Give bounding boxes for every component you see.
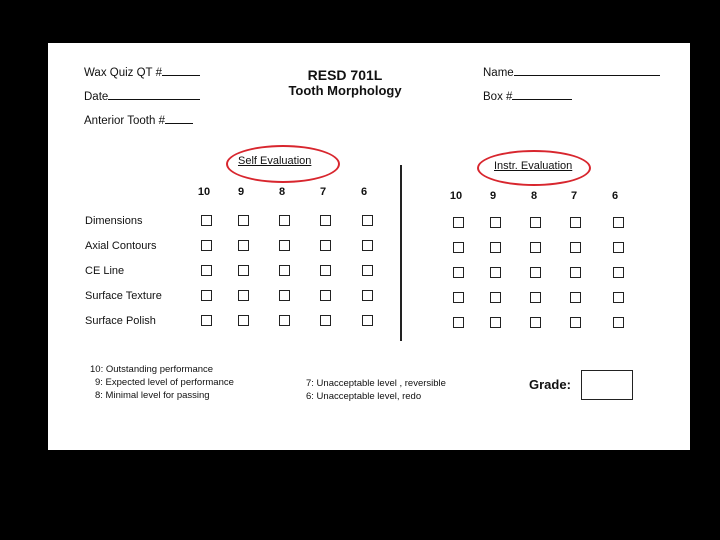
instr-checkbox-surface-texture-7[interactable] <box>570 292 581 303</box>
instr-checkbox-dimensions-10[interactable] <box>453 217 464 228</box>
instr-checkbox-ce-line-7[interactable] <box>570 267 581 278</box>
self-checkbox-dimensions-7[interactable] <box>320 215 331 226</box>
date-label: Date <box>84 91 109 103</box>
instr-checkbox-dimensions-9[interactable] <box>490 217 501 228</box>
grade-box[interactable] <box>581 370 633 400</box>
instr-checkbox-axial-contours-10[interactable] <box>453 242 464 253</box>
self-checkbox-axial-contours-9[interactable] <box>238 240 249 251</box>
instr-score-6: 6 <box>611 190 619 202</box>
instr-checkbox-axial-contours-8[interactable] <box>530 242 541 253</box>
anterior-tooth-field <box>84 113 193 127</box>
criterion-ce-line: CE Line <box>85 265 125 277</box>
self-checkbox-dimensions-6[interactable] <box>362 215 373 226</box>
self-score-10: 10 <box>197 186 211 198</box>
instr-checkbox-dimensions-7[interactable] <box>570 217 581 228</box>
self-checkbox-axial-contours-10[interactable] <box>201 240 212 251</box>
self-score-9: 9 <box>237 186 245 198</box>
name-blank[interactable] <box>514 65 660 76</box>
self-checkbox-dimensions-10[interactable] <box>201 215 212 226</box>
instr-checkbox-axial-contours-7[interactable] <box>570 242 581 253</box>
self-checkbox-dimensions-9[interactable] <box>238 215 249 226</box>
anterior-tooth-label: Anterior Tooth # <box>84 115 165 127</box>
self-checkbox-surface-polish-7[interactable] <box>320 315 331 326</box>
instr-score-10: 10 <box>449 190 463 202</box>
course-title: Tooth Morphology <box>288 83 402 98</box>
wax-quiz-blank[interactable] <box>162 65 200 76</box>
self-evaluation-title: Self Evaluation <box>238 155 312 167</box>
instr-checkbox-surface-texture-8[interactable] <box>530 292 541 303</box>
name-field <box>483 65 660 79</box>
instr-checkbox-surface-texture-9[interactable] <box>490 292 501 303</box>
criterion-surface-polish: Surface Polish <box>85 315 156 327</box>
self-checkbox-ce-line-8[interactable] <box>279 265 290 276</box>
self-checkbox-surface-texture-7[interactable] <box>320 290 331 301</box>
self-score-6: 6 <box>360 186 368 198</box>
name-label: Name <box>483 67 514 79</box>
date-field <box>84 89 200 103</box>
instr-checkbox-ce-line-6[interactable] <box>613 267 624 278</box>
instr-evaluation-title: Instr. Evaluation <box>494 160 573 172</box>
section-divider <box>400 165 402 341</box>
criterion-axial-contours: Axial Contours <box>85 240 157 252</box>
evaluation-form <box>48 43 690 450</box>
self-checkbox-surface-polish-6[interactable] <box>362 315 373 326</box>
box-blank[interactable] <box>512 89 572 100</box>
box-label: Box # <box>483 91 513 103</box>
self-checkbox-surface-texture-6[interactable] <box>362 290 373 301</box>
course-code: RESD 701L <box>307 67 383 83</box>
instr-checkbox-surface-polish-6[interactable] <box>613 317 624 328</box>
anterior-tooth-blank[interactable] <box>165 113 193 124</box>
self-score-7: 7 <box>319 186 327 198</box>
wax-quiz-field <box>84 65 200 79</box>
legend-7: 7: Unacceptable level , reversible <box>306 378 446 389</box>
instr-checkbox-surface-texture-10[interactable] <box>453 292 464 303</box>
self-checkbox-axial-contours-8[interactable] <box>279 240 290 251</box>
self-checkbox-ce-line-7[interactable] <box>320 265 331 276</box>
instr-checkbox-dimensions-8[interactable] <box>530 217 541 228</box>
instr-score-7: 7 <box>570 190 578 202</box>
self-checkbox-dimensions-8[interactable] <box>279 215 290 226</box>
self-checkbox-ce-line-9[interactable] <box>238 265 249 276</box>
instr-checkbox-dimensions-6[interactable] <box>613 217 624 228</box>
instr-checkbox-surface-polish-10[interactable] <box>453 317 464 328</box>
legend-8: 8: Minimal level for passing <box>95 390 210 401</box>
instr-checkbox-axial-contours-9[interactable] <box>490 242 501 253</box>
self-checkbox-axial-contours-7[interactable] <box>320 240 331 251</box>
criterion-surface-texture: Surface Texture <box>85 290 162 302</box>
self-checkbox-surface-polish-10[interactable] <box>201 315 212 326</box>
self-checkbox-ce-line-10[interactable] <box>201 265 212 276</box>
legend-10: 10: Outstanding performance <box>90 364 214 375</box>
instr-checkbox-surface-polish-8[interactable] <box>530 317 541 328</box>
legend-9: 9: Expected level of performance <box>95 377 234 388</box>
grade-label: Grade: <box>529 377 571 392</box>
wax-quiz-label: Wax Quiz QT # <box>84 67 162 79</box>
self-checkbox-surface-polish-8[interactable] <box>279 315 290 326</box>
instr-checkbox-surface-texture-6[interactable] <box>613 292 624 303</box>
criterion-dimensions: Dimensions <box>85 215 143 227</box>
self-checkbox-ce-line-6[interactable] <box>362 265 373 276</box>
instr-checkbox-ce-line-9[interactable] <box>490 267 501 278</box>
instr-checkbox-surface-polish-9[interactable] <box>490 317 501 328</box>
instr-checkbox-axial-contours-6[interactable] <box>613 242 624 253</box>
self-score-8: 8 <box>278 186 286 198</box>
self-checkbox-surface-texture-9[interactable] <box>238 290 249 301</box>
self-checkbox-axial-contours-6[interactable] <box>362 240 373 251</box>
box-field <box>483 89 572 103</box>
date-blank[interactable] <box>108 89 200 100</box>
legend-6: 6: Unacceptable level, redo <box>306 391 422 402</box>
self-checkbox-surface-texture-10[interactable] <box>201 290 212 301</box>
instr-checkbox-ce-line-8[interactable] <box>530 267 541 278</box>
instr-score-9: 9 <box>489 190 497 202</box>
instr-checkbox-ce-line-10[interactable] <box>453 267 464 278</box>
self-checkbox-surface-polish-9[interactable] <box>238 315 249 326</box>
self-checkbox-surface-texture-8[interactable] <box>279 290 290 301</box>
instr-score-8: 8 <box>530 190 538 202</box>
instr-checkbox-surface-polish-7[interactable] <box>570 317 581 328</box>
